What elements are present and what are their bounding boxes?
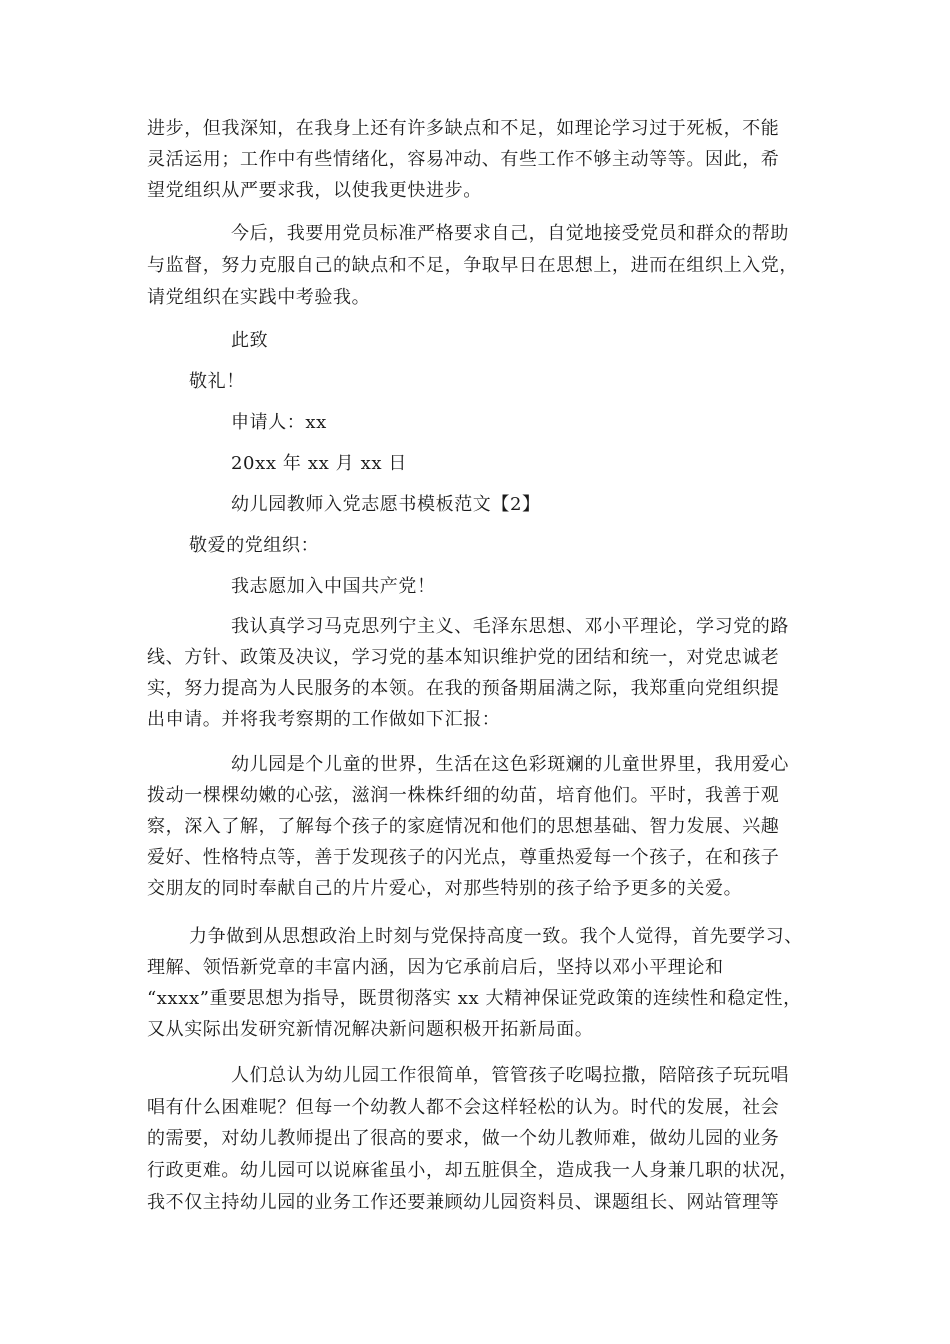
text-line: 请党组织在实践中考验我。 xyxy=(147,287,371,308)
text-line: 进步，但我深知，在我身上还有许多缺点和不足，如理论学习过于死板，不能 xyxy=(147,118,780,139)
closing-phrase: 此致 xyxy=(231,330,269,351)
salutation: 敬礼！ xyxy=(189,371,245,392)
text-line: 人们总认为幼儿园工作很简单，管管孩子吃喝拉撒，陪陪孩子玩玩唱 xyxy=(231,1065,789,1086)
text-line: 线、方针、政策及决议，学习党的基本知识维护党的团结和统一，对党忠诚老 xyxy=(147,647,780,668)
text-line: 与监督，努力克服自己的缺点和不足，争取早日在思想上，进而在组织上入党， xyxy=(147,255,798,276)
text-line: 今后，我要用党员标准严格要求自己，自觉地接受党员和群众的帮助 xyxy=(231,223,789,244)
text-line: 拨动一棵棵幼嫩的心弦，滋润一株株纤细的幼苗，培育他们。平时，我善于观 xyxy=(147,785,780,806)
date: 20xx 年 xx 月 xx 日 xyxy=(231,453,408,474)
text-line: 幼儿园是个儿童的世界，生活在这色彩斑斓的儿童世界里，我用爱心 xyxy=(231,754,789,775)
text-line: “xxxx”重要思想为指导，既贯彻落实 xx 大精神保证党政策的连续性和稳定性， xyxy=(147,988,802,1009)
text-line: 交朋友的同时奉献自己的片片爱心，对那些特别的孩子给予更多的关爱。 xyxy=(147,878,743,899)
text-line: 察，深入了解，了解每个孩子的家庭情况和他们的思想基础、智力发展、兴趣 xyxy=(147,816,780,837)
text-line: 的需要，对幼儿教师提出了很高的要求，做一个幼儿教师难，做幼儿园的业务 xyxy=(147,1128,780,1149)
declaration: 我志愿加入中国共产党！ xyxy=(231,576,436,597)
text-line: 灵活运用；工作中有些情绪化，容易冲动、有些工作不够主动等等。因此，希 xyxy=(147,149,780,170)
text-line: 行政更难。幼儿园可以说麻雀虽小，却五脏俱全，造成我一人身兼几职的状况， xyxy=(147,1160,798,1181)
text-line: 爱好、性格特点等，善于发现孩子的闪光点，尊重热爱每一个孩子，在和孩子 xyxy=(147,847,780,868)
text-line: 我认真学习马克思列宁主义、毛泽东思想、邓小平理论，学习党的路 xyxy=(231,616,789,637)
text-line: 又从实际出发研究新情况解决新问题积极开拓新局面。 xyxy=(147,1019,594,1040)
section-title: 幼儿园教师入党志愿书模板范文【2】 xyxy=(231,494,541,515)
text-line: 我不仅主持幼儿园的业务工作还要兼顾幼儿园资料员、课题组长、网站管理等 xyxy=(147,1192,780,1213)
text-line: 力争做到从思想政治上时刻与党保持高度一致。我个人觉得，首先要学习、 xyxy=(189,926,803,947)
applicant-name: 申请人：xx xyxy=(231,412,327,433)
text-line: 唱有什么困难呢？但每一个幼教人都不会这样轻松的认为。时代的发展，社会 xyxy=(147,1097,780,1118)
text-line: 理解、领悟新党章的丰富内涵，因为它承前启后，坚持以邓小平理论和 xyxy=(147,957,724,978)
greeting: 敬爱的党组织： xyxy=(189,535,320,556)
text-line: 出申请。并将我考察期的工作做如下汇报： xyxy=(147,709,501,730)
text-line: 望党组织从严要求我，以使我更快进步。 xyxy=(147,180,482,201)
text-line: 实，努力提高为人民服务的本领。在我的预备期届满之际，我郑重向党组织提 xyxy=(147,678,780,699)
